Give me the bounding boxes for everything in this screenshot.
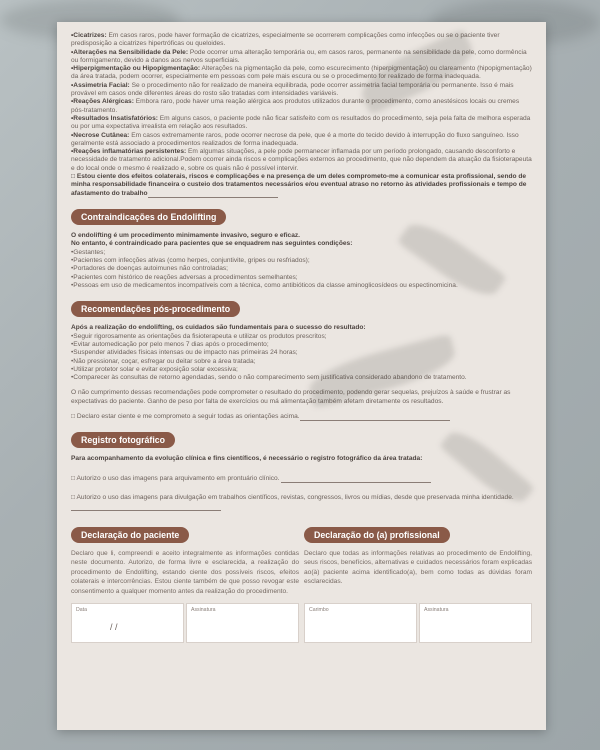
post-procedure-heading: Recomendações pós-procedimento bbox=[71, 301, 240, 317]
list-item: •Comparecer às consultas de retorno agendadas, sendo o não comparecimento sem justificativa considerado abandono de tratamento. bbox=[71, 374, 467, 382]
list-item: •Pacientes com histórico de reações adversas a procedimentos semelhantes; bbox=[71, 273, 298, 281]
professional-declaration-heading: Declaração do (a) profissional bbox=[304, 527, 450, 543]
list-item: •Pessoas em uso de medicamentos incompatíveis com a técnica, como antibióticos da classe aminoglicosídeos ou espectinomicina. bbox=[71, 281, 458, 289]
list-item: •Alterações na Sensibilidade da Pele: Pode ocorrer uma alteração temporária ou, em casos raros, permanente na sensibilidade da pele, como dormência ou formigamento, devido a danos aos nervos superficiais. bbox=[71, 48, 527, 64]
professional-declaration bbox=[304, 525, 532, 597]
agree-checkbox[interactable]: □ Declaro estar ciente e me comprometo a seguir todas as orientações acima. bbox=[71, 413, 532, 421]
aware-checkbox[interactable]: □ Estou ciente dos efeitos colaterais, riscos e complicações e na presença de um deles comprometo-me a comunicar esta profissional, sendo de minha responsabilidade financeira o custeio dos tratamentos necessários e/ou eventual atraso no retorno às atividades profissionais e tempo de afastamento do trabalho bbox=[71, 173, 527, 197]
list-item: •Não pressionar, coçar, esfregar ou deitar sobre a área tratada; bbox=[71, 357, 256, 365]
patient-declaration-heading: Declaração do paciente bbox=[71, 527, 189, 543]
declarations bbox=[71, 525, 532, 597]
list-item: •Utilizar protetor solar e evitar exposição solar excessiva; bbox=[71, 365, 238, 373]
photo-record-heading: Registro fotográfico bbox=[71, 432, 175, 448]
patient-signature-field[interactable]: Assinatura bbox=[186, 603, 299, 643]
list-item: •Gestantes; bbox=[71, 248, 106, 256]
document-page bbox=[57, 22, 546, 730]
date-field[interactable]: Data / / bbox=[71, 603, 184, 643]
patient-declaration bbox=[71, 525, 299, 597]
list-item: •Suspender atividades físicas intensas ou de impacto nas primeiras 24 horas; bbox=[71, 349, 298, 357]
list-item: •Assimetria Facial: Se o procedimento não for realizado de maneira equilibrada, pode ocorrer assimetria facial temporária ou permanente. Isso é mais provável em casos onde diferentes áreas do rosto são tratadas com intensidades variáveis. bbox=[71, 81, 514, 98]
list-item: •Seguir rigorosamente as orientações da fisioterapeuta e utilizar os produtos prescritos; bbox=[71, 332, 327, 340]
photo-publish-checkbox[interactable]: □ Autorizo o uso das imagens para divulgação em trabalhos científicos, revistas, congressos, livros ou mídias, desde que preservada minha identidade. bbox=[71, 494, 532, 511]
list-item: •Resultados Insatisfatórios: Em alguns casos, o paciente pode não ficar satisfeito com os resultados do procedimento, seja pela falta de melhora esperada ou por uma expectativa irrealista em relação aos resultados. bbox=[71, 114, 531, 131]
patient-declaration-text: Declaro que li, compreendi e aceito integralmente as informações contidas neste documento. Autorizo, de forma livre e esclarecida, a realização do procedimento de Endolifting, estando ciente dos possíveis riscos, efeitos colaterais e intercorrências. Estou ciente também de que posso revogar este consentimento a qualquer momento antes da realização do procedimento. bbox=[71, 549, 299, 595]
side-effects-list bbox=[71, 32, 532, 198]
list-item: •Pacientes com infecções ativas (como herpes, conjuntivite, gripes ou resfriados); bbox=[71, 257, 310, 265]
professional-signature-field[interactable]: Assinatura bbox=[419, 603, 532, 643]
contraindications-heading: Contraindicações do Endolifting bbox=[71, 209, 226, 225]
list-item: •Hiperpigmentação ou Hipopigmentação: Alterações na pigmentação da pele, como escurecimento (hiperpigmentação) ou clareamento (hipopigmentação) da área tratada, podem ocorrer, especialmente em pessoas com pele mais escura ou se o procedimento for realizado de forma inadequada. bbox=[71, 65, 532, 81]
stamp-field[interactable]: Carimbo bbox=[304, 603, 417, 643]
list-item: •Reações Alérgicas: Embora raro, pode haver uma reação alérgica aos produtos utilizados durante o procedimento, como anestésicos locais ou cremes pós-tratamento. bbox=[71, 98, 520, 114]
list-item: •Portadores de doenças autoimunes não controladas; bbox=[71, 265, 228, 273]
post-procedure-section: Após a realização do endolifting, os cuidados são fundamentais para o sucesso do resultado: •Seguir rigorosamente as orientações da fisioterapeuta e utilizar os produtos prescritos; •Evitar automedicação por pelo menos 7 dias após o procedimento; •Suspender atividades físicas intensas ou de impacto nas primeiras 24 horas; •Não pressionar, coçar, esfregar ou deitar sobre a área tratada; •Utilizar protetor solar e evitar exposição solar excessiva; •Comparecer às consultas de retorno agendadas, sendo o não comparecimento sem justificativa considerado abandono de tratamento. O não cumprimento dessas recomendações pode comprometer o resultado do procedimento, podendo gerar sequelas, prejuízos à saúde e frustrar as expectativas do paciente. Ganho de peso por falta de exercícios ou má alimentação também afetam diretamente os resultados. □ Declaro estar ciente e me comprometo a seguir todas as orientações acima. bbox=[71, 324, 532, 421]
list-item: •Cicatrizes: Em casos raros, pode haver formação de cicatrizes, especialmente se ocorrerem complicações como infecções ou se o paciente tiver predisposição a cicatrizes hipertróficas ou queloides. bbox=[71, 32, 500, 48]
list-item: •Evitar automedicação por pelo menos 7 dias após o procedimento; bbox=[71, 340, 269, 348]
list-item: •Necrose Cutânea: Em casos extremamente raros, pode ocorrer necrose da pele, que é a morte do tecido devido à interrupção do fluxo sanguíneo. Isso geralmente está associado a procedimentos realizados de forma inadequada. bbox=[71, 131, 519, 147]
professional-declaration-text: Declaro que todas as informações relativas ao procedimento de Endolifting, seus riscos, benefícios, alternativas e cuidados necessários foram explicadas ao(à) paciente acima identificado(a), bem como todas as dúvidas foram esclarecidas. bbox=[304, 549, 532, 586]
photo-archive-checkbox[interactable]: □ Autorizo o uso das imagens para arquivamento em prontuário clínico. bbox=[71, 475, 532, 483]
signature-area bbox=[71, 603, 532, 643]
warning-text: O não cumprimento dessas recomendações pode comprometer o resultado do procedimento, podendo gerar sequelas, prejuízos à saúde e frustrar as expectativas do paciente. Ganho de peso por falta de exercícios ou má alimentação também afetam diretamente os resultados. bbox=[71, 389, 511, 405]
photo-record-section: Para acompanhamento da evolução clínica e fins científicos, é necessário o registro fotográfico da área tratada: □ Autorizo o uso das imagens para arquivamento em prontuário clínico. □ Autorizo o uso das imagens para divulgação em trabalhos científicos, revistas, congressos, livros ou mídias, desde que preservada minha identidade. bbox=[71, 455, 532, 510]
contraindications-section: O endolifting é um procedimento minimamente invasivo, seguro e eficaz. No entanto, é contraindicado para pacientes que se enquadrem nas seguintes condições: •Gestantes; •Pacientes com infecções ativas (como herpes, conjuntivite, gripes ou resfriados); •Portadores de doenças autoimunes não controladas; •Pacientes com histórico de reações adversas a procedimentos semelhantes; •Pessoas em uso de medicamentos incompatíveis com a técnica, como antibióticos da classe aminoglicosídeos ou espectinomicina. bbox=[71, 232, 532, 290]
list-item: •Reações inflamatórias persistentes: Em algumas situações, a pele pode permanecer inflamada por um período prolongado, causando desconforto e necessidade de tratamento adicional.Podem ocorrer ainda riscos e complicações externos ao procedimento, que não dependem da atuação da fisioterapeuta e do local onde o mesmo é realizado e, sobre os quais não é possível intervir. bbox=[71, 148, 532, 172]
